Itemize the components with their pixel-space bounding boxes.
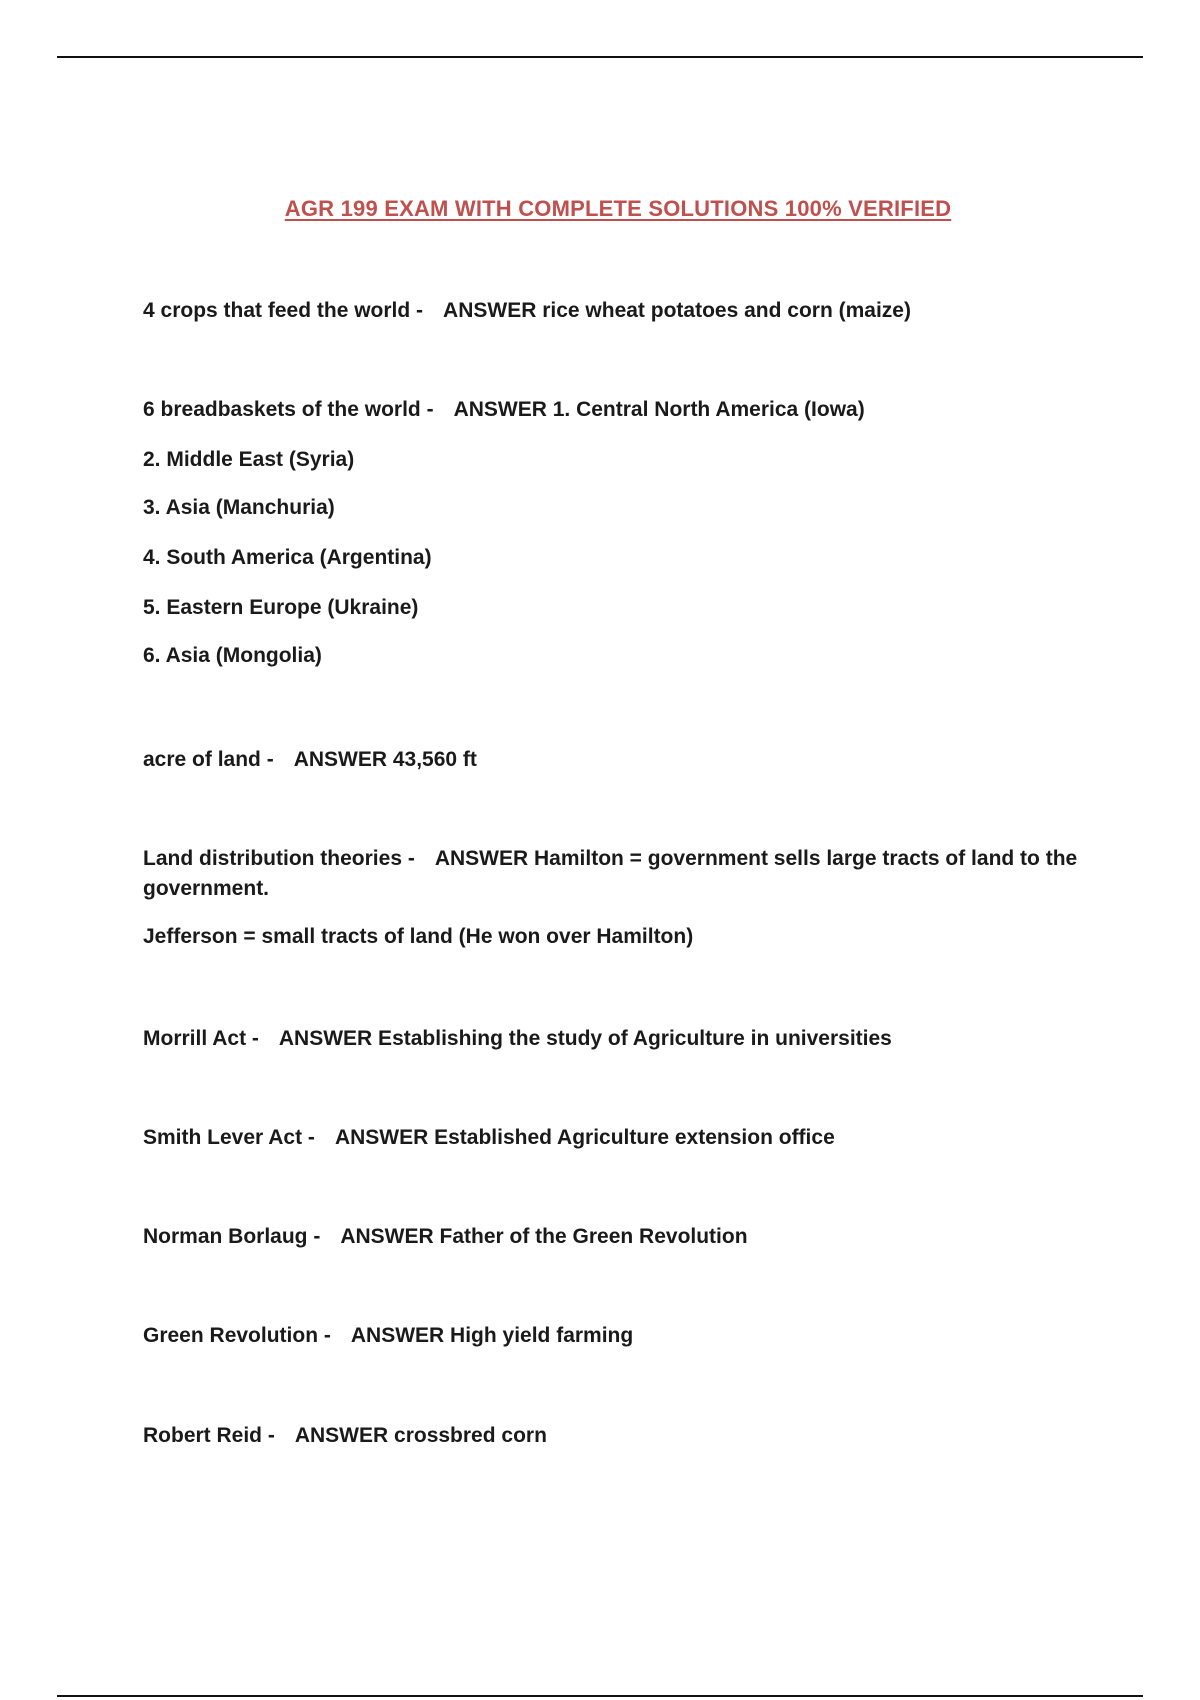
qa-entry-breadbaskets <box>143 395 1083 671</box>
qa-entry-robert-reid <box>143 1421 1083 1451</box>
answer-text: ANSWER Father of the Green Revolution <box>340 1225 748 1248</box>
qa-entry-norman-borlaug <box>143 1222 1083 1252</box>
question-term: 4 crops that feed the world - <box>143 299 424 322</box>
qa-entry-smith-lever-act <box>143 1123 1083 1153</box>
qa-entry-morrill-act <box>143 1024 1083 1054</box>
question-term: Land distribution theories - <box>143 847 415 870</box>
question-term: Norman Borlaug - <box>143 1225 321 1248</box>
answer-line: Jefferson = small tracts of land (He won over Hamilton) <box>143 925 694 948</box>
answer-text: ANSWER Hamilton = government sells large tracts of land to the government. <box>143 847 1078 900</box>
bottom-rule <box>57 1695 1143 1697</box>
question-term: acre of land - <box>143 748 274 771</box>
question-term: Smith Lever Act - <box>143 1126 315 1149</box>
answer-line: 6. Asia (Mongolia) <box>143 644 322 667</box>
answer-text: ANSWER Established Agriculture extension office <box>334 1126 835 1149</box>
question-term: Morrill Act - <box>143 1027 259 1050</box>
question-term: 6 breadbaskets of the world - <box>143 398 434 421</box>
document-title: AGR 199 EXAM WITH COMPLETE SOLUTIONS 100% VERIFIED <box>284 196 952 221</box>
answer-line: 5. Eastern Europe (Ukraine) <box>143 596 419 619</box>
question-term: Green Revolution - <box>143 1324 331 1347</box>
answer-text: ANSWER 1. Central North America (Iowa) <box>453 398 865 421</box>
qa-entry-crops <box>143 296 1083 326</box>
qa-entry-acre <box>143 745 1083 775</box>
answer-text: ANSWER rice wheat potatoes and corn (maize) <box>443 299 911 322</box>
answer-text: ANSWER Establishing the study of Agriculture in universities <box>278 1027 892 1050</box>
answer-text: ANSWER crossbred corn <box>294 1424 547 1447</box>
answer-line: 2. Middle East (Syria) <box>143 448 355 471</box>
qa-entry-land-distribution <box>143 844 1083 952</box>
question-term: Robert Reid - <box>143 1424 275 1447</box>
qa-entry-green-revolution <box>143 1321 1083 1351</box>
answer-line: 4. South America (Argentina) <box>143 546 432 569</box>
top-rule <box>57 56 1143 58</box>
answer-text: ANSWER High yield farming <box>350 1324 634 1347</box>
answer-text: ANSWER 43,560 ft <box>293 748 477 771</box>
answer-line: 3. Asia (Manchuria) <box>143 496 335 519</box>
